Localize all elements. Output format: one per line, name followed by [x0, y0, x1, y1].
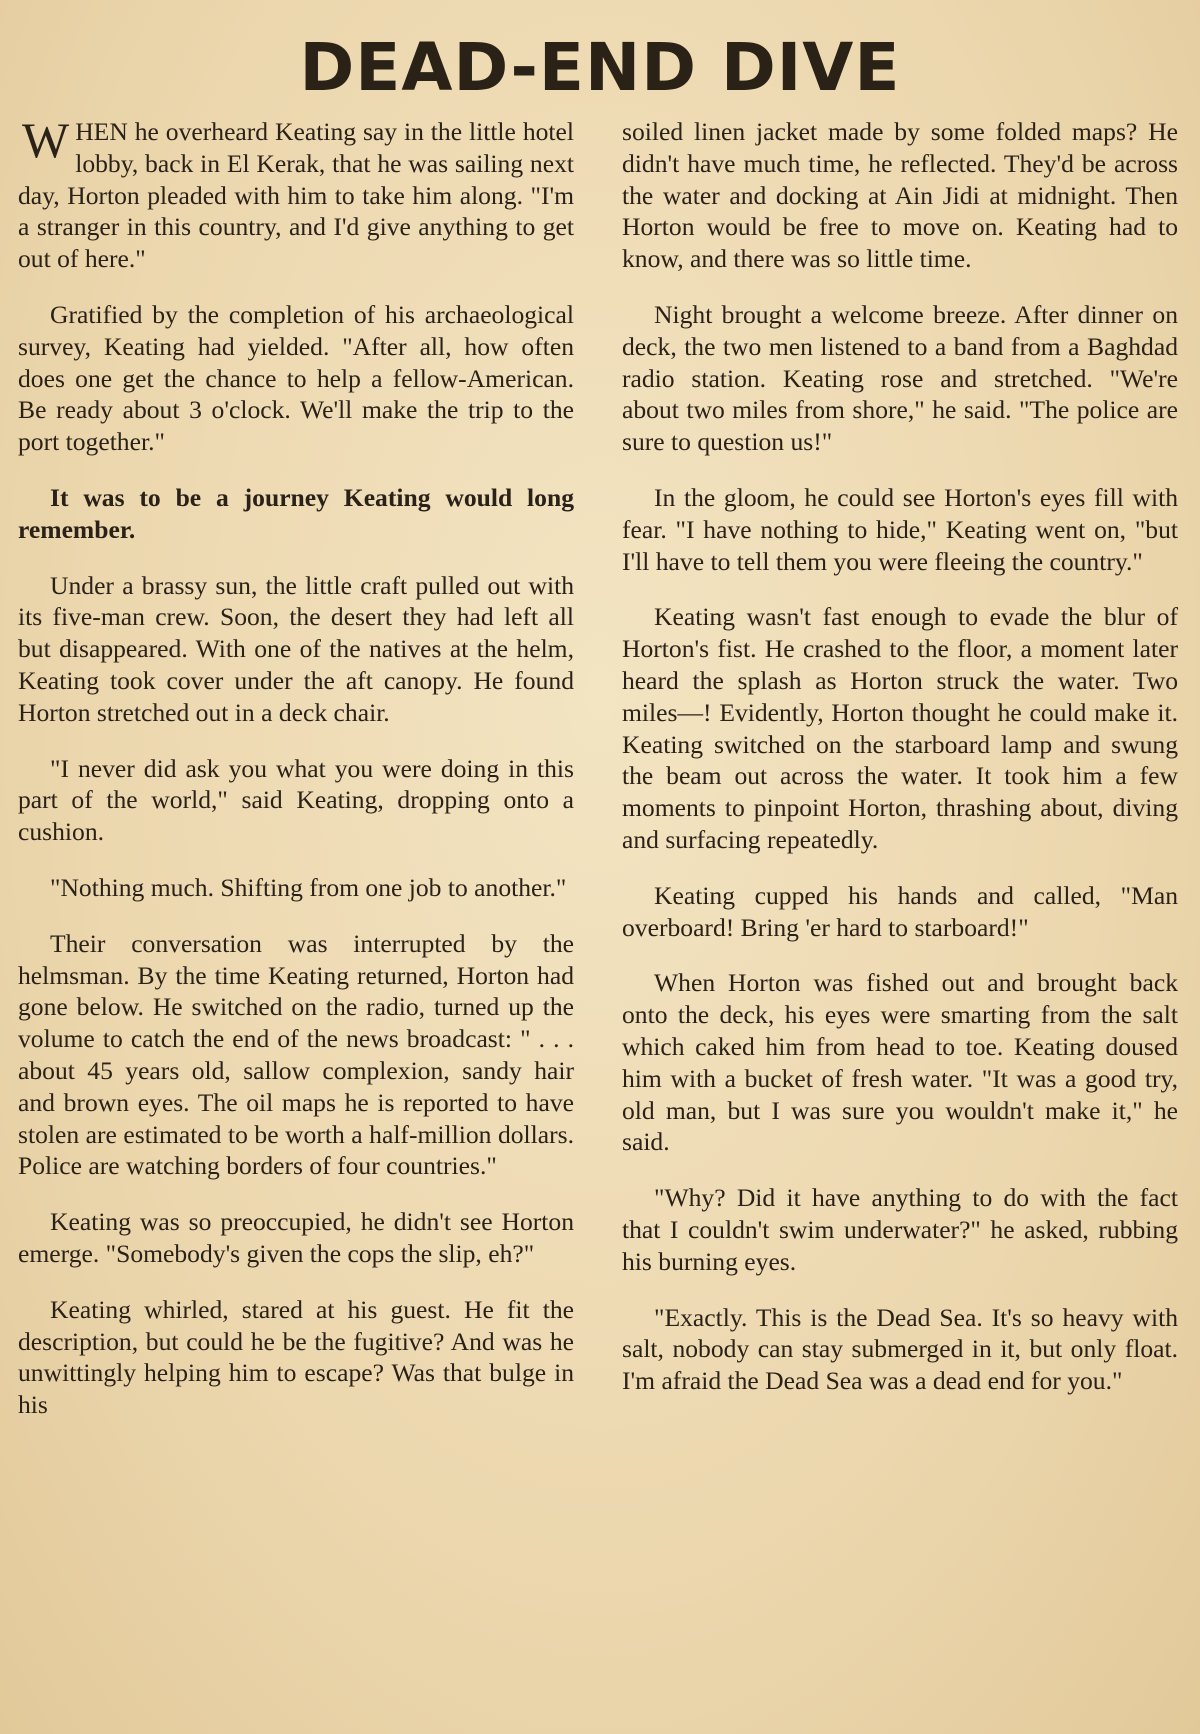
paragraph-11: Night brought a welcome breeze. After dinner on deck, the two men listened to a band from a Baghdad radio station. Keating rose and stretched. "We're about two miles from shore," he said. "The police are sure to question us!" — [622, 299, 1178, 457]
paragraph-10: soiled linen jacket made by some folded maps? He didn't have much time, he reflected. They'd be across the water and docking at Ain Jidi at midnight. Then Horton would be free to move on. Keating had to know, and there was so little time. — [622, 117, 1178, 274]
drop-cap: W — [22, 112, 70, 168]
paragraph-1 — [18, 112, 574, 275]
paragraph-2: Gratified by the completion of his archaeological survey, Keating had yielded. "After all, how often does one get the chance to help a fellow-American. Be ready about 3 o'clock. We'll make the trip to the port together." — [18, 299, 574, 457]
right-column — [622, 116, 1178, 1421]
paragraph-7: Their conversation was interrupted by the helmsman. By the time Keating returned, Horton had gone below. He switched on the radio, turned up the volume to catch the end of the news broadcast: " . . . about 45 years old, sallow complexion, sandy hair and brown eyes. The oil maps he is reported to have stolen are estimated to be worth a half-million dollars. Police are watching borders of four countries." — [18, 928, 574, 1181]
paragraph-3: It was to be a journey Keating would long remember. — [18, 482, 574, 544]
left-column — [18, 112, 574, 1445]
paragraph-14: Keating cupped his hands and called, "Man overboard! Bring 'er hard to starboard!" — [622, 880, 1178, 942]
paragraph-16: "Why? Did it have anything to do with the fact that I couldn't swim underwater?" he asked, rubbing his burning eyes. — [622, 1183, 1178, 1276]
paragraph-12: In the gloom, he could see Horton's eyes fill with fear. "I have nothing to hide," Keating went on, "but I'll have to tell them you were fleeing the country." — [622, 482, 1178, 576]
paragraph-6: "Nothing much. Shifting from one job to another." — [50, 872, 567, 902]
paragraph-8: Keating was so preoccupied, he didn't see Horton emerge. "Somebody's given the cops the slip, eh?" — [18, 1207, 574, 1268]
story-title: DEAD-END DIVE — [299, 29, 901, 106]
paragraph-13: Keating wasn't fast enough to evade the blur of Horton's fist. He crashed to the floor, a moment later heard the splash as Horton struck the water. Two miles—! Evidently, Horton thought he could make it. Keating switched on the starboard lamp and swung the beam out across the water. It took him a few moments to pinpoint Horton, thrashing about, diving and surfacing repeatedly. — [622, 602, 1178, 854]
paragraph-5: "I never did ask you what you were doing in this part of the world," said Keating, dropping onto a cushion. — [18, 753, 574, 847]
paragraph-15: When Horton was fished out and brought back onto the deck, his eyes were smarting from the salt which caked him from head to toe. Keating doused him with a bucket of fresh water. "It was a good try, old man, but I was sure you wouldn't make it," he said. — [622, 968, 1178, 1157]
paragraph-9: Keating whirled, stared at his guest. He fit the description, but could he be the fugitive? And was he unwittingly helping him to escape? Was that bulge in his — [18, 1294, 574, 1420]
paragraph-1-text: HEN he overheard Keating say in the little hotel lobby, back in El Kerak, that he was sailing next day, Horton pleaded with him to take him along. "I'm a stranger in this country, and I'd give anything to get out of here." — [18, 117, 574, 274]
paragraph-4: Under a brassy sun, the little craft pulled out with its five-man crew. Soon, the desert they had left all but disappeared. With one of the natives at the helm, Keating took cover under the aft canopy. He found Horton stretched out in a deck chair. — [18, 570, 574, 727]
paragraph-17: "Exactly. This is the Dead Sea. It's so heavy with salt, nobody can stay submerged in it, but only float. I'm afraid the Dead Sea was a dead end for you." — [622, 1302, 1178, 1396]
